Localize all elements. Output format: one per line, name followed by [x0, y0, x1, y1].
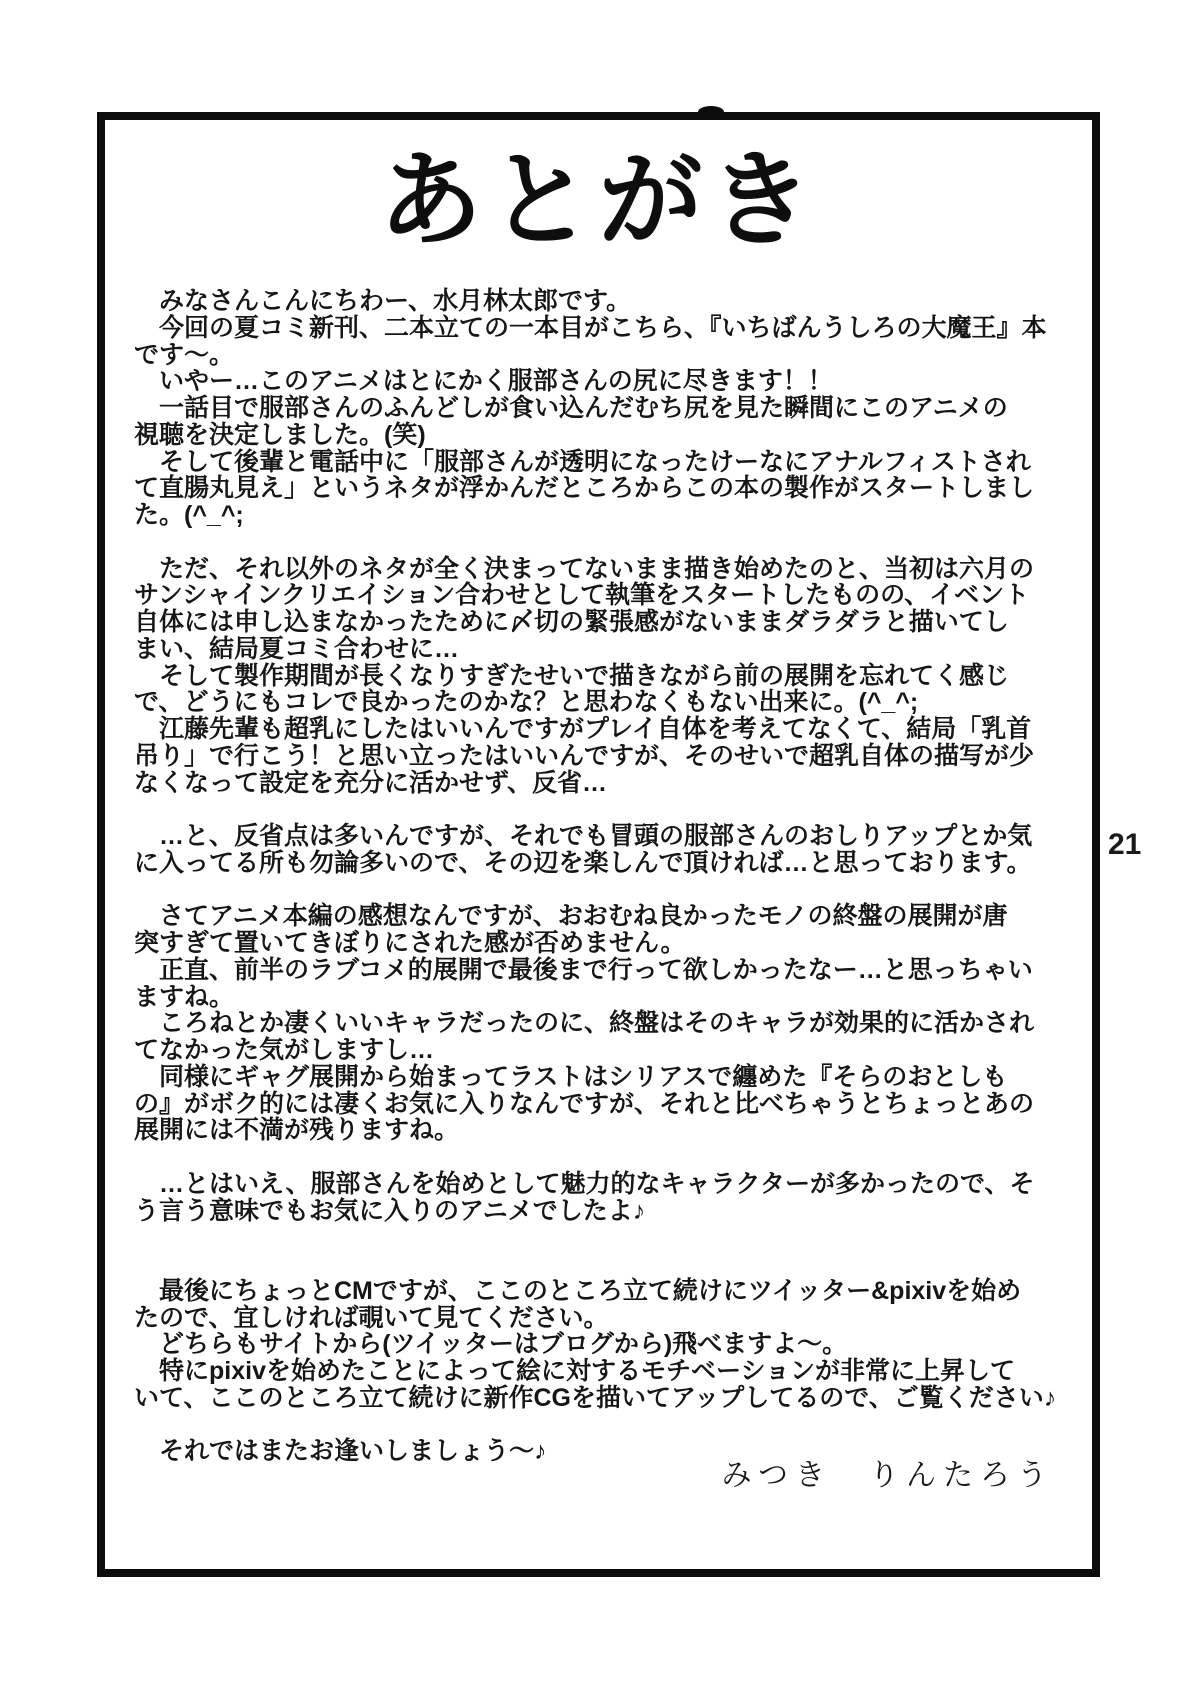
text-line: 自体には申し込まなかったために〆切の緊張感がないままダラダラと描いてし	[134, 608, 1009, 636]
text-line: まい、結局夏コミ合わせに…	[134, 634, 460, 663]
text-line	[134, 1251, 1074, 1278]
text-line: で、どうにもコレで良かったのかな？と思わなくもない出来に。(^_^;	[134, 688, 919, 717]
text-line: 吊り」で行こう！と思い立ったはいいんですが、そのせいで超乳自体の描写が少	[134, 741, 1035, 770]
text-line: の』がボク的には凄くお気に入りなんですが、それと比べちゃうとちょっとあの	[134, 1089, 1035, 1118]
text-line: 同様にギャグ展開から始まってラストはシリアスで纏めた『そらのおとしも	[134, 1062, 1008, 1091]
text-line: ころねとか凄くいいキャラだったのに、終盤はそのキャラが効果的に活かされ	[134, 1009, 1035, 1038]
text-line: そして製作期間が長くなりすぎたせいで描きながら前の展開を忘れてく感じ	[134, 661, 1010, 690]
afterword-frame	[97, 112, 1100, 1577]
text-line: 正直、前半のラブコメ的展開で最後まで行って欲しかったなー…と思っちゃい	[134, 955, 1033, 984]
text-line: 一話目で服部さんのふんどしが食い込んだむち尻を見た瞬間にこのアニメの	[134, 394, 1008, 422]
text-line: 視聴を決定しました。(笑)	[134, 420, 426, 449]
text-line: …と、反省点は多いんですが、それでも冒頭の服部さんのおしりアップとか気	[134, 822, 1033, 850]
text-line: う言う意味でもお気に入りのアニメでしたよ♪	[134, 1196, 646, 1225]
page-number: 21	[1108, 828, 1142, 861]
text-line: た。(^_^;	[134, 501, 244, 529]
text-line: みなさんこんにちわー、水月林太郎です。	[134, 287, 632, 315]
text-line: …とはいえ、服部さんを始めとして魅力的なキャラクターが多かったので、そ	[134, 1169, 1035, 1198]
author-signature: みつき りんたろう	[721, 1459, 1054, 1492]
text-line: に入ってる所も勿論多いので、その辺を楽しんで頂ければ…と思っております。	[134, 848, 1032, 877]
text-line: 突すぎて置いてきぼりにされた感が否めません。	[134, 929, 686, 957]
text-line: ますね。	[134, 982, 235, 1011]
text-line: そして後輩と電話中に「服部さんが透明になったけーなにアナルフィストされ	[134, 447, 1031, 476]
text-line: ただ、それ以外のネタが全く決まってないまま描き始めたのと、当初は六月の	[134, 554, 1035, 583]
text-line: たので、宜しければ覗いて見てください。	[134, 1303, 609, 1332]
text-line: いやー…このアニメはとにかく服部さんの尻に尽きます！！	[134, 367, 833, 396]
text-line	[134, 529, 1074, 556]
text-line: いて、ここのところ立て続けに新作CGを描いてアップしてるので、ご覧ください♪	[134, 1383, 1057, 1412]
text-line	[134, 877, 1074, 904]
text-line: て直腸丸見え」というネタが浮かんだところからこの本の製作がスタートしまし	[134, 474, 1035, 503]
text-line: なくなって設定を充分に活かせず、反省…	[134, 768, 608, 797]
text-line: どちらもサイトから(ツイッターはブログから)飛べますよ～。	[134, 1330, 848, 1359]
text-line	[134, 1412, 1074, 1439]
text-line: 江藤先輩も超乳にしたはいいんですがプレイ自体を考えてなくて、結局「乳首	[134, 715, 1032, 743]
text-line: それではまたお逢いしましょう～♪	[134, 1437, 547, 1466]
text-line: サンシャインクリエイション合わせとして執筆をスタートしたものの、イベント	[134, 581, 1030, 610]
text-line: 最後にちょっとCMですが、ここのところ立て続けにツイッター&pixivを始め	[134, 1276, 1022, 1305]
body-text	[134, 288, 1074, 1465]
text-line	[134, 796, 1074, 823]
text-line: 今回の夏コミ新刊、二本立ての一本目がこちら、『いちばんうしろの大魔王』本	[134, 313, 1047, 342]
text-line: です～。	[134, 340, 235, 369]
text-line: 展開には不満が残りますね。	[134, 1116, 460, 1145]
page-title: あとがき	[378, 143, 819, 259]
text-line	[134, 1224, 1074, 1251]
text-line	[134, 1144, 1074, 1171]
text-line: てなかった気がしますし…	[134, 1036, 435, 1064]
text-line: さてアニメ本編の感想なんですが、おおむね良かったモノの終盤の展開が唐	[134, 902, 1008, 931]
text-line: 特にpixivを始めたことによって絵に対するモチベーションが非常に上昇して	[134, 1357, 1015, 1385]
